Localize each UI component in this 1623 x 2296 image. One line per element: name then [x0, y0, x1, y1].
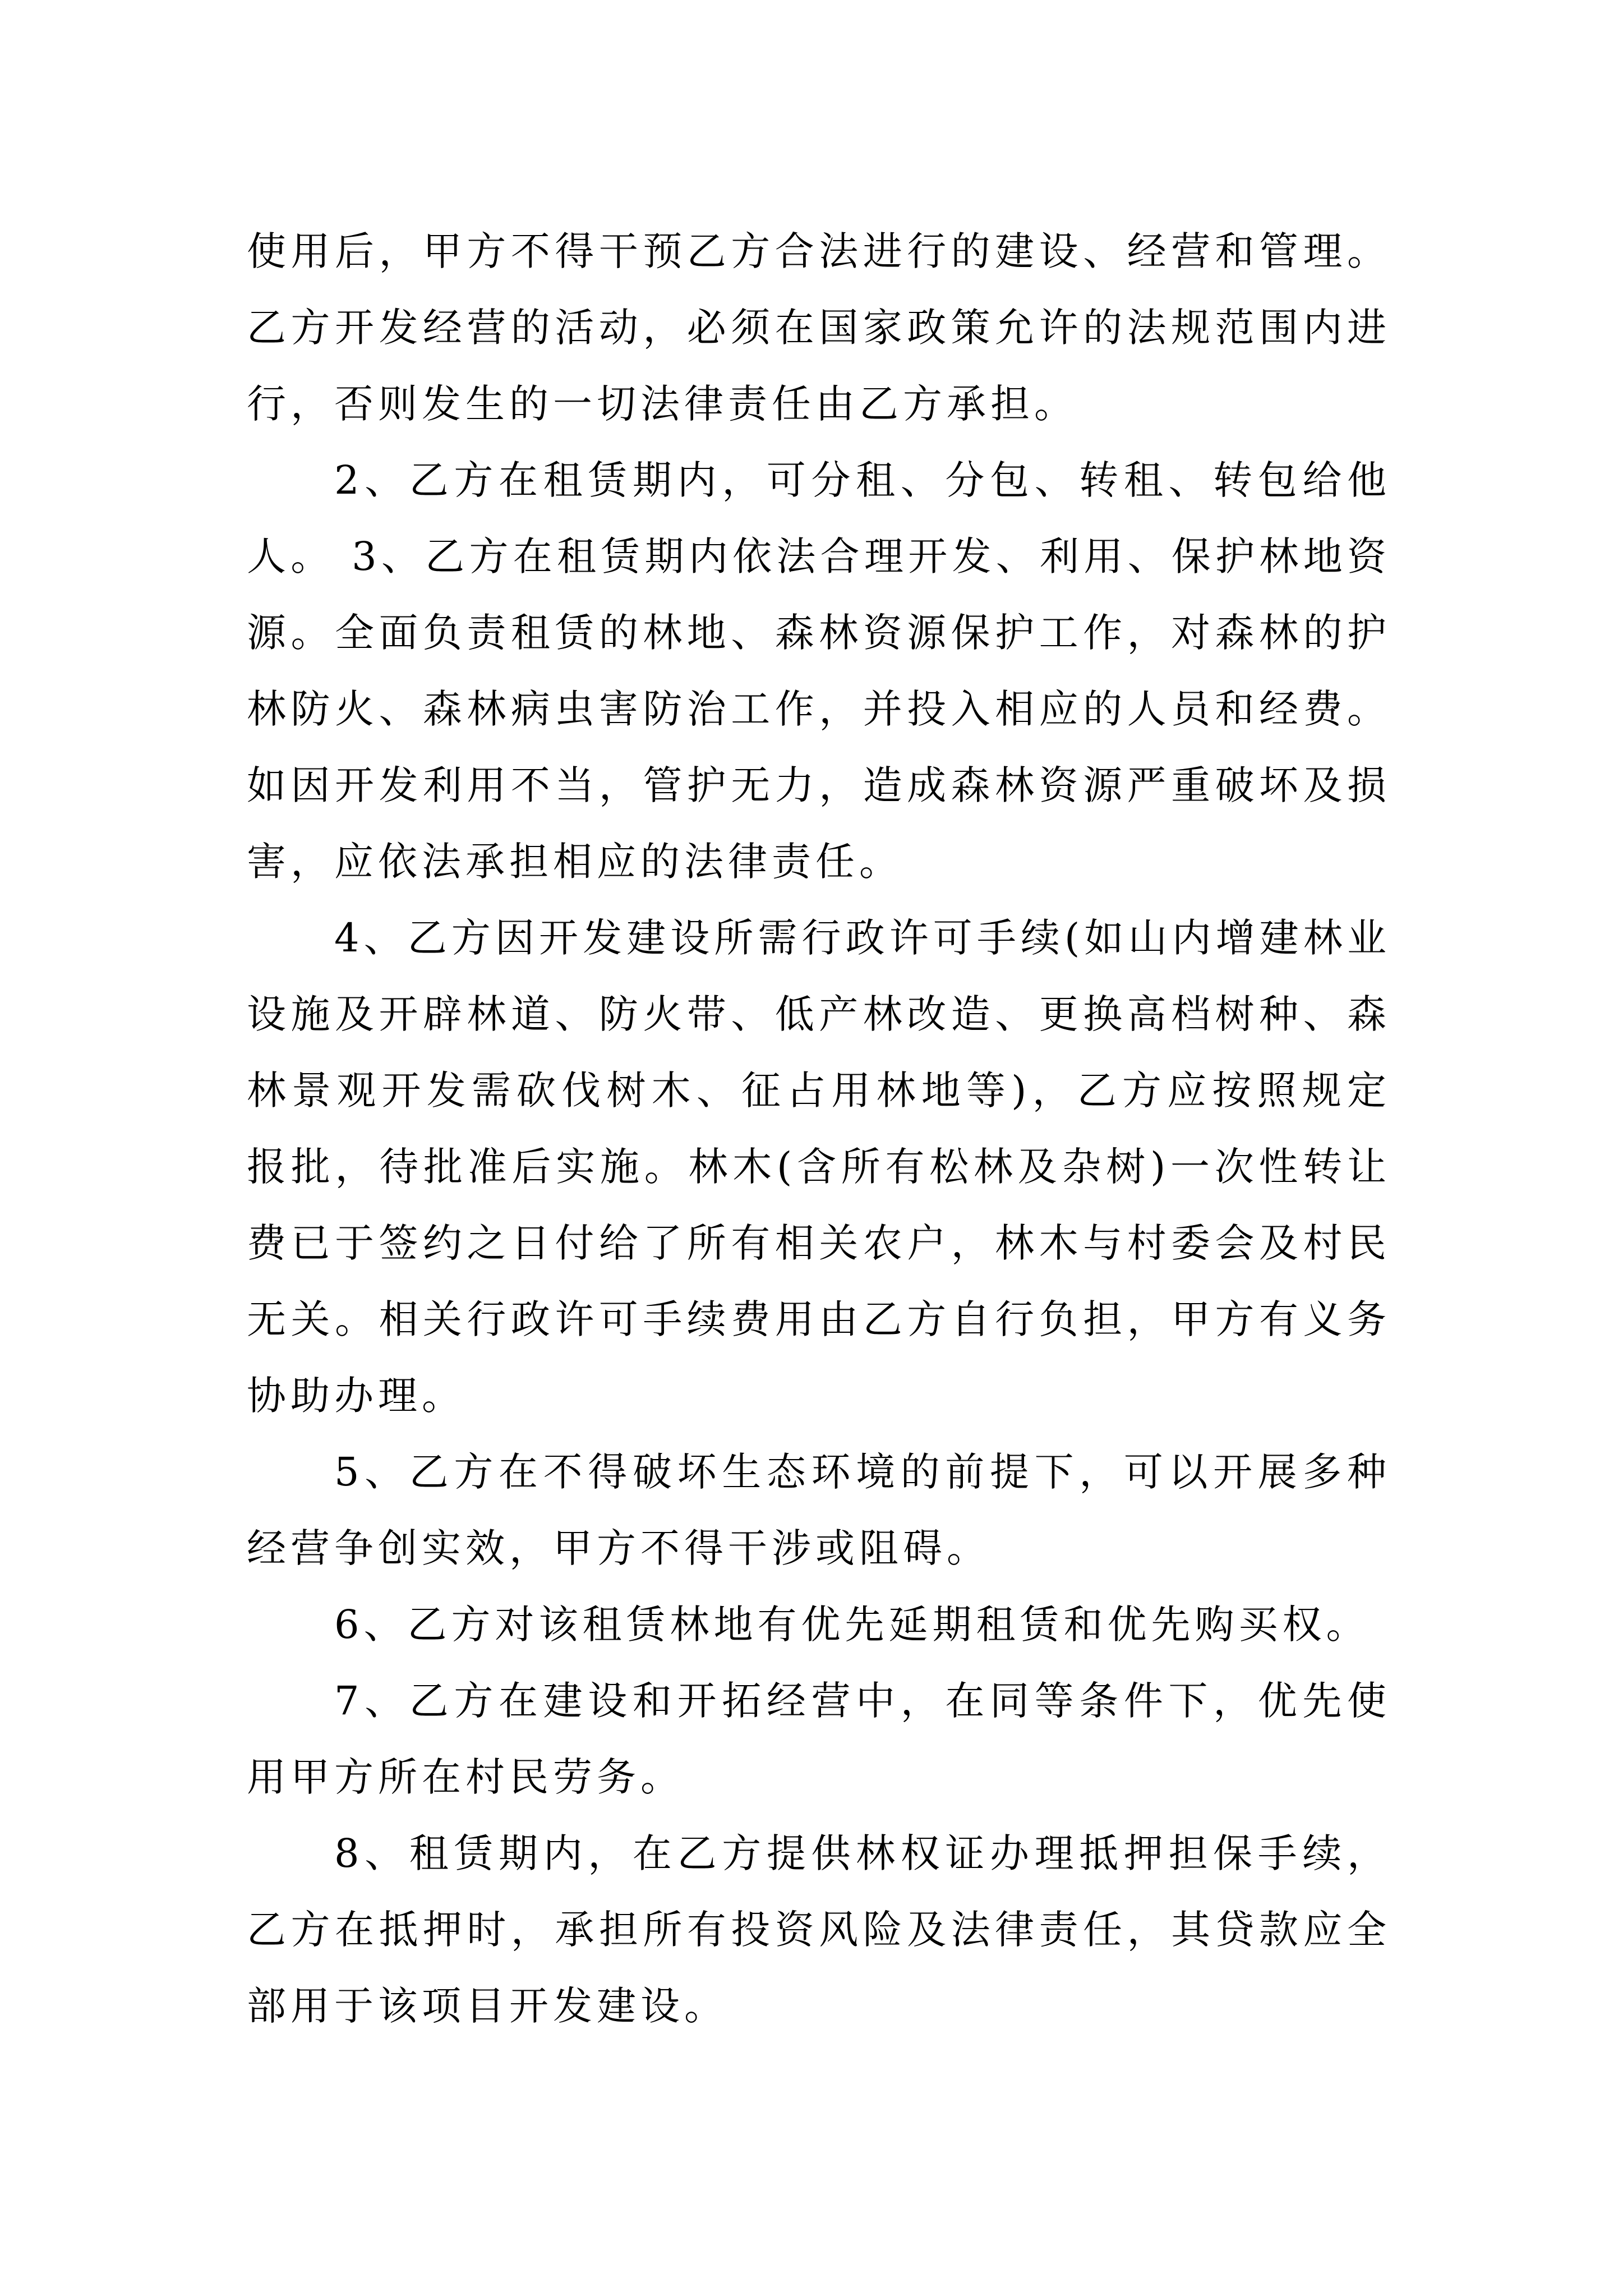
- clause-8: 8、租赁期内，在乙方提供林权证办理抵押担保手续，乙方在抵押时，承担所有投资风险及法律责任，其贷款应全部用于该项目开发建设。: [247, 1830, 1391, 2029]
- clause-5: 5、乙方在不得破坏生态环境的前提下，可以开展多种经营争创实效，甲方不得干涉或阻碍。: [247, 1449, 1391, 1571]
- paragraph-continuation: 使用后，甲方不得干预乙方合法进行的建设、经营和管理。乙方开发经营的活动，必须在国家政策允许的法规范围内进行，否则发生的一切法律责任由乙方承担。: [247, 228, 1391, 427]
- clause-2-3: 2、乙方在租赁期内，可分租、分包、转租、转包给他人。 3、乙方在租赁期内依法合理开发、利用、保护林地资源。全面负责租赁的林地、森林资源保护工作，对森林的护林防火、森林病虫害防治工作，并投入相应的人员和经费。如因开发利用不当，管护无力，造成森林资源严重破坏及损害，应依法承担相应的法律责任。: [247, 457, 1391, 885]
- clause-6: 6、乙方对该租赁林地有优先延期租赁和优先购买权。: [334, 1602, 1370, 1648]
- clause-7: 7、乙方在建设和开拓经营中，在同等条件下，优先使用甲方所在村民劳务。: [247, 1678, 1391, 1800]
- contract-body: [247, 213, 1391, 2044]
- clause-4: 4、乙方因开发建设所需行政许可手续(如山内增建林业设施及开辟林道、防火带、低产林改造、更换高档树种、森林景观开发需砍伐树木、征占用林地等)，乙方应按照规定报批，待批准后实施。林木(含所有松林及杂树)一次性转让费已于签约之日付给了所有相关农户，林木与村委会及村民无关。相关行政许可手续费用由乙方自行负担，甲方有义务协助办理。: [247, 915, 1391, 1419]
